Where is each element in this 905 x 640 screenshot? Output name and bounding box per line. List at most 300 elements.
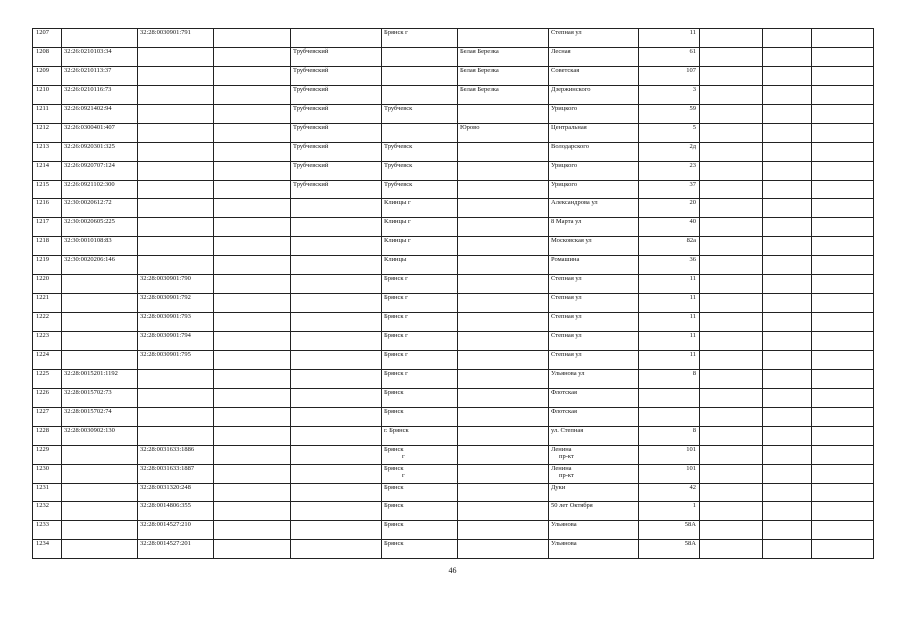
empty-cell bbox=[214, 350, 291, 369]
cadastral-number-text: 32:28:0015702:74 bbox=[64, 407, 112, 415]
cadastral-number-text: 32:26:0210116:73 bbox=[64, 85, 112, 93]
street-cell bbox=[549, 502, 639, 521]
city-text: Брянск bbox=[384, 483, 404, 491]
cadastral-number-cell bbox=[62, 369, 138, 388]
district-cell bbox=[291, 142, 382, 161]
empty-cell bbox=[700, 540, 763, 559]
row-number-cell bbox=[33, 332, 62, 351]
cadastral-number-2-text: 32:28:0014527:210 bbox=[140, 521, 191, 529]
house-number-cell bbox=[639, 29, 700, 48]
city-text: Брянск bbox=[384, 388, 404, 396]
empty-cell bbox=[763, 256, 812, 275]
empty-cell bbox=[812, 104, 874, 123]
cadastral-number-2-cell bbox=[138, 123, 214, 142]
house-number-cell bbox=[639, 199, 700, 218]
empty-cell bbox=[700, 426, 763, 445]
row-number-text: 1217 bbox=[36, 218, 49, 226]
cadastral-number-2-text: 32:28:0031320:248 bbox=[140, 483, 191, 491]
cadastral-number-2-cell bbox=[138, 483, 214, 502]
village-cell bbox=[458, 218, 549, 237]
empty-cell bbox=[700, 464, 763, 483]
district-text: Трубчевский bbox=[293, 66, 329, 74]
table-row bbox=[33, 407, 874, 426]
empty-cell bbox=[214, 123, 291, 142]
cadastral-number-2-cell bbox=[138, 407, 214, 426]
city-cell bbox=[382, 29, 458, 48]
cadastral-number-2-text: 32:28:0030901:793 bbox=[140, 313, 191, 321]
table-row bbox=[33, 332, 874, 351]
street-text: Флотская bbox=[551, 388, 577, 396]
village-cell bbox=[458, 350, 549, 369]
city-cell bbox=[382, 502, 458, 521]
district-cell bbox=[291, 66, 382, 85]
city-text-line2: г bbox=[402, 452, 405, 460]
row-number-text: 1213 bbox=[36, 142, 49, 150]
village-cell bbox=[458, 237, 549, 256]
city-text: Брянск г bbox=[384, 313, 408, 321]
district-cell bbox=[291, 464, 382, 483]
row-number-cell bbox=[33, 369, 62, 388]
row-number-text: 1215 bbox=[36, 180, 49, 188]
empty-cell bbox=[763, 218, 812, 237]
empty-cell bbox=[214, 502, 291, 521]
city-cell bbox=[382, 218, 458, 237]
village-text: Белая Березка bbox=[460, 85, 499, 93]
district-cell bbox=[291, 161, 382, 180]
row-number-cell bbox=[33, 313, 62, 332]
street-text: Урицкого bbox=[551, 180, 578, 188]
cadastral-number-2-cell bbox=[138, 199, 214, 218]
table-row bbox=[33, 464, 874, 483]
empty-cell bbox=[812, 161, 874, 180]
cadastral-number-2-cell bbox=[138, 66, 214, 85]
district-text: Трубчевский bbox=[293, 85, 329, 93]
empty-cell bbox=[763, 237, 812, 256]
street-cell bbox=[549, 218, 639, 237]
house-number-cell bbox=[639, 275, 700, 294]
row-number-cell bbox=[33, 275, 62, 294]
row-number-text: 1208 bbox=[36, 47, 49, 55]
street-cell bbox=[549, 350, 639, 369]
empty-cell bbox=[812, 483, 874, 502]
district-cell bbox=[291, 218, 382, 237]
cadastral-number-2-text: 32:28:0031633:1887 bbox=[140, 464, 195, 472]
street-cell bbox=[549, 180, 639, 199]
row-number-text: 1211 bbox=[36, 104, 49, 112]
street-cell bbox=[549, 445, 639, 464]
cadastral-number-2-cell bbox=[138, 161, 214, 180]
row-number-cell bbox=[33, 464, 62, 483]
row-number-text: 1224 bbox=[36, 350, 49, 358]
cadastral-number-cell bbox=[62, 237, 138, 256]
house-number-cell bbox=[639, 237, 700, 256]
house-number-text: 3 bbox=[692, 85, 696, 93]
empty-cell bbox=[214, 332, 291, 351]
house-number-cell bbox=[639, 369, 700, 388]
empty-cell bbox=[763, 483, 812, 502]
street-text: Александрова ул bbox=[551, 199, 598, 207]
cadastral-number-cell bbox=[62, 29, 138, 48]
empty-cell bbox=[700, 85, 763, 104]
cadastral-number-2-text: 32:28:0014806:355 bbox=[140, 502, 191, 510]
cadastral-number-text: 32:26:0300401:407 bbox=[64, 123, 115, 131]
property-table bbox=[32, 28, 874, 559]
empty-cell bbox=[812, 47, 874, 66]
row-number-text: 1222 bbox=[36, 313, 49, 321]
empty-cell bbox=[214, 388, 291, 407]
cadastral-number-2-cell bbox=[138, 29, 214, 48]
empty-cell bbox=[700, 332, 763, 351]
street-cell bbox=[549, 388, 639, 407]
house-number-cell bbox=[639, 218, 700, 237]
cadastral-number-cell bbox=[62, 445, 138, 464]
street-text: Дуки bbox=[551, 483, 566, 491]
district-cell bbox=[291, 275, 382, 294]
row-number-text: 1231 bbox=[36, 483, 49, 491]
row-number-text: 1232 bbox=[36, 502, 49, 510]
house-number-text: 23 bbox=[689, 161, 696, 169]
cadastral-number-2-cell bbox=[138, 313, 214, 332]
house-number-text: 11 bbox=[689, 350, 696, 358]
cadastral-number-2-cell bbox=[138, 85, 214, 104]
village-cell bbox=[458, 540, 549, 559]
city-cell bbox=[382, 142, 458, 161]
row-number-cell bbox=[33, 502, 62, 521]
village-cell bbox=[458, 483, 549, 502]
empty-cell bbox=[812, 256, 874, 275]
cadastral-number-cell bbox=[62, 502, 138, 521]
house-number-text: 11 bbox=[689, 313, 696, 321]
city-text: Брянск г bbox=[384, 29, 408, 36]
empty-cell bbox=[763, 445, 812, 464]
table-row bbox=[33, 388, 874, 407]
house-number-text: 101 bbox=[686, 464, 696, 472]
village-cell bbox=[458, 142, 549, 161]
district-text: Трубчевский bbox=[293, 161, 329, 169]
table-row bbox=[33, 350, 874, 369]
village-cell bbox=[458, 502, 549, 521]
cadastral-number-2-cell bbox=[138, 388, 214, 407]
cadastral-number-cell bbox=[62, 464, 138, 483]
city-cell bbox=[382, 294, 458, 313]
village-cell bbox=[458, 521, 549, 540]
city-cell bbox=[382, 85, 458, 104]
village-cell bbox=[458, 47, 549, 66]
empty-cell bbox=[700, 256, 763, 275]
cadastral-number-2-cell bbox=[138, 426, 214, 445]
village-cell bbox=[458, 332, 549, 351]
table-row bbox=[33, 256, 874, 275]
cadastral-number-2-text: 32:28:0031633:1886 bbox=[140, 445, 195, 453]
village-cell bbox=[458, 256, 549, 275]
empty-cell bbox=[214, 445, 291, 464]
street-cell bbox=[549, 85, 639, 104]
house-number-cell bbox=[639, 540, 700, 559]
street-text: Ленина bbox=[551, 464, 572, 472]
empty-cell bbox=[763, 502, 812, 521]
city-text: Клинцы г bbox=[384, 199, 411, 207]
house-number-text: 40 bbox=[689, 218, 696, 226]
street-cell bbox=[549, 313, 639, 332]
empty-cell bbox=[700, 237, 763, 256]
city-text: Брянск bbox=[384, 407, 404, 415]
empty-cell bbox=[763, 180, 812, 199]
table-row bbox=[33, 142, 874, 161]
house-number-cell bbox=[639, 407, 700, 426]
empty-cell bbox=[812, 275, 874, 294]
empty-cell bbox=[214, 426, 291, 445]
row-number-cell bbox=[33, 161, 62, 180]
row-number-cell bbox=[33, 256, 62, 275]
empty-cell bbox=[763, 161, 812, 180]
street-text: Дзержинского bbox=[551, 85, 591, 93]
district-cell bbox=[291, 313, 382, 332]
street-cell bbox=[549, 123, 639, 142]
city-text: Брянск bbox=[384, 502, 404, 510]
empty-cell bbox=[214, 464, 291, 483]
street-cell bbox=[549, 237, 639, 256]
house-number-text: 42 bbox=[689, 483, 696, 491]
empty-cell bbox=[700, 483, 763, 502]
table-row bbox=[33, 483, 874, 502]
street-cell bbox=[549, 332, 639, 351]
empty-cell bbox=[763, 521, 812, 540]
table-row bbox=[33, 180, 874, 199]
table-row bbox=[33, 313, 874, 332]
city-text: г. Брянск bbox=[384, 426, 409, 434]
district-text: Трубчевский bbox=[293, 123, 329, 131]
row-number-text: 1221 bbox=[36, 294, 49, 302]
cadastral-number-text: 32:30:0020605:225 bbox=[64, 218, 115, 226]
village-text: Юрово bbox=[460, 123, 480, 131]
row-number-cell bbox=[33, 123, 62, 142]
street-text: Ульянова ул bbox=[551, 369, 585, 377]
cadastral-number-cell bbox=[62, 199, 138, 218]
cadastral-number-cell bbox=[62, 332, 138, 351]
empty-cell bbox=[700, 294, 763, 313]
empty-cell bbox=[214, 142, 291, 161]
empty-cell bbox=[214, 540, 291, 559]
row-number-text: 1223 bbox=[36, 332, 49, 339]
cadastral-number-2-cell bbox=[138, 464, 214, 483]
empty-cell bbox=[700, 199, 763, 218]
house-number-cell bbox=[639, 104, 700, 123]
house-number-cell bbox=[639, 180, 700, 199]
street-cell bbox=[549, 256, 639, 275]
district-cell bbox=[291, 388, 382, 407]
row-number-cell bbox=[33, 445, 62, 464]
row-number-cell bbox=[33, 218, 62, 237]
empty-cell bbox=[812, 85, 874, 104]
street-cell bbox=[549, 142, 639, 161]
empty-cell bbox=[214, 275, 291, 294]
district-cell bbox=[291, 85, 382, 104]
house-number-cell bbox=[639, 47, 700, 66]
city-text: Трубчевск bbox=[384, 161, 413, 169]
cadastral-number-text: 32:28:0030902:130 bbox=[64, 426, 115, 434]
house-number-cell bbox=[639, 161, 700, 180]
empty-cell bbox=[763, 123, 812, 142]
empty-cell bbox=[763, 388, 812, 407]
village-cell bbox=[458, 29, 549, 48]
cadastral-number-cell bbox=[62, 521, 138, 540]
empty-cell bbox=[700, 104, 763, 123]
house-number-text: 61 bbox=[689, 47, 696, 55]
cadastral-number-2-cell bbox=[138, 521, 214, 540]
district-cell bbox=[291, 199, 382, 218]
village-text: Белая Березка bbox=[460, 66, 499, 74]
row-number-cell bbox=[33, 85, 62, 104]
city-text: Трубчевск bbox=[384, 104, 413, 112]
house-number-cell bbox=[639, 332, 700, 351]
table-row bbox=[33, 123, 874, 142]
city-text: Брянск bbox=[384, 464, 404, 472]
city-cell bbox=[382, 483, 458, 502]
house-number-text: 58А bbox=[684, 540, 696, 548]
house-number-cell bbox=[639, 426, 700, 445]
empty-cell bbox=[214, 66, 291, 85]
table-row bbox=[33, 445, 874, 464]
row-number-text: 1218 bbox=[36, 237, 49, 245]
district-cell bbox=[291, 350, 382, 369]
house-number-text: 107 bbox=[686, 66, 696, 74]
empty-cell bbox=[214, 521, 291, 540]
district-cell bbox=[291, 104, 382, 123]
cadastral-number-2-cell bbox=[138, 540, 214, 559]
city-text: Брянск bbox=[384, 540, 404, 548]
city-cell bbox=[382, 426, 458, 445]
empty-cell bbox=[812, 123, 874, 142]
row-number-cell bbox=[33, 66, 62, 85]
empty-cell bbox=[812, 445, 874, 464]
district-cell bbox=[291, 47, 382, 66]
table-row bbox=[33, 85, 874, 104]
empty-cell bbox=[812, 521, 874, 540]
empty-cell bbox=[214, 161, 291, 180]
street-text-line2: пр-кт bbox=[559, 471, 574, 479]
city-text: Трубчевск bbox=[384, 180, 413, 188]
house-number-cell bbox=[639, 464, 700, 483]
house-number-text: 37 bbox=[689, 180, 696, 188]
district-text: Трубчевский bbox=[293, 180, 329, 188]
empty-cell bbox=[812, 29, 874, 48]
cadastral-number-text: 32:26:0921102:300 bbox=[64, 180, 115, 188]
cadastral-number-2-text: 32:28:0030901:791 bbox=[140, 29, 191, 36]
row-number-text: 1229 bbox=[36, 445, 49, 453]
cadastral-number-text: 32:26:0920301:325 bbox=[64, 142, 115, 150]
cadastral-number-text: 32:28:0015702:73 bbox=[64, 388, 112, 396]
street-cell bbox=[549, 369, 639, 388]
empty-cell bbox=[700, 161, 763, 180]
table-row bbox=[33, 104, 874, 123]
village-cell bbox=[458, 180, 549, 199]
empty-cell bbox=[214, 85, 291, 104]
row-number-text: 1230 bbox=[36, 464, 49, 472]
empty-cell bbox=[214, 199, 291, 218]
cadastral-number-text: 32:30:0010108:83 bbox=[64, 237, 112, 245]
row-number-cell bbox=[33, 521, 62, 540]
empty-cell bbox=[763, 142, 812, 161]
street-cell bbox=[549, 47, 639, 66]
empty-cell bbox=[700, 275, 763, 294]
house-number-text: 20 bbox=[689, 199, 696, 207]
district-cell bbox=[291, 502, 382, 521]
street-cell bbox=[549, 426, 639, 445]
street-text: Степная ул bbox=[551, 294, 582, 302]
house-number-text: 59 bbox=[689, 104, 696, 112]
house-number-text: 5 bbox=[692, 123, 696, 131]
cadastral-number-2-cell bbox=[138, 502, 214, 521]
cadastral-number-2-text: 32:28:0014527:201 bbox=[140, 540, 191, 548]
cadastral-number-cell bbox=[62, 483, 138, 502]
house-number-cell bbox=[639, 313, 700, 332]
street-cell bbox=[549, 464, 639, 483]
street-text: Ромашина bbox=[551, 256, 580, 264]
street-cell bbox=[549, 161, 639, 180]
village-cell bbox=[458, 445, 549, 464]
row-number-cell bbox=[33, 483, 62, 502]
cadastral-number-cell bbox=[62, 388, 138, 407]
page-number: 46 bbox=[448, 566, 457, 575]
district-cell bbox=[291, 294, 382, 313]
street-cell bbox=[549, 29, 639, 48]
empty-cell bbox=[700, 521, 763, 540]
table-body bbox=[33, 29, 874, 559]
city-cell bbox=[382, 123, 458, 142]
city-cell bbox=[382, 275, 458, 294]
house-number-cell bbox=[639, 350, 700, 369]
district-text: Трубчевский bbox=[293, 47, 329, 55]
village-cell bbox=[458, 407, 549, 426]
city-text: Клинцы г bbox=[384, 237, 411, 245]
district-cell bbox=[291, 237, 382, 256]
cadastral-number-cell bbox=[62, 85, 138, 104]
cadastral-number-2-cell bbox=[138, 256, 214, 275]
cadastral-number-2-cell bbox=[138, 142, 214, 161]
house-number-cell bbox=[639, 256, 700, 275]
village-text: Белая Березка bbox=[460, 47, 499, 55]
empty-cell bbox=[763, 369, 812, 388]
street-cell bbox=[549, 199, 639, 218]
house-number-text: 8 bbox=[692, 369, 696, 377]
cadastral-number-2-cell bbox=[138, 104, 214, 123]
cadastral-number-2-cell bbox=[138, 218, 214, 237]
row-number-cell bbox=[33, 294, 62, 313]
empty-cell bbox=[214, 294, 291, 313]
district-cell bbox=[291, 426, 382, 445]
city-text: Брянск г bbox=[384, 275, 408, 283]
district-cell bbox=[291, 369, 382, 388]
village-cell bbox=[458, 313, 549, 332]
row-number-cell bbox=[33, 350, 62, 369]
empty-cell bbox=[812, 388, 874, 407]
village-cell bbox=[458, 66, 549, 85]
row-number-text: 1227 bbox=[36, 407, 49, 415]
village-cell bbox=[458, 104, 549, 123]
row-number-text: 1214 bbox=[36, 161, 49, 169]
house-number-text: 82а bbox=[686, 237, 696, 245]
village-cell bbox=[458, 199, 549, 218]
row-number-text: 1216 bbox=[36, 199, 49, 207]
street-cell bbox=[549, 407, 639, 426]
row-number-text: 1225 bbox=[36, 369, 49, 377]
cadastral-number-text: 32:28:0015201:1192 bbox=[64, 369, 118, 377]
city-text: Брянск bbox=[384, 445, 404, 453]
cadastral-number-2-cell bbox=[138, 332, 214, 351]
city-cell bbox=[382, 180, 458, 199]
empty-cell bbox=[763, 47, 812, 66]
table-row bbox=[33, 294, 874, 313]
